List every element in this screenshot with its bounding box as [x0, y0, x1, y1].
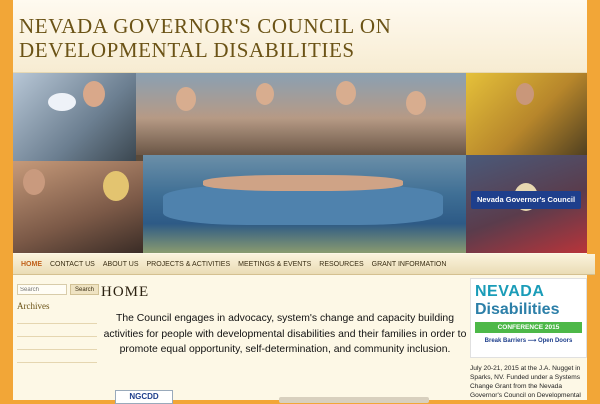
- nav-contact-us[interactable]: CONTACT US: [50, 260, 95, 268]
- nav-home[interactable]: HOME: [21, 260, 42, 268]
- sidebar-divider: [17, 349, 97, 350]
- nav-about-us[interactable]: ABOUT US: [102, 260, 139, 268]
- conference-logo[interactable]: [470, 278, 587, 358]
- nav-resources[interactable]: RESOURCES: [319, 260, 364, 268]
- logo-disabilities: Disabilities: [475, 301, 560, 318]
- logo-nevada: NEVADA: [475, 283, 545, 300]
- council-banner-sign: Nevada Governor's Council: [471, 191, 581, 209]
- nav-meetings-events[interactable]: MEETINGS & EVENTS: [238, 260, 312, 268]
- left-sidebar: [17, 284, 97, 363]
- cutoff-text: [279, 397, 429, 403]
- intro-paragraph: The Council engages in advocacy, system's change and capacity building activities for people with developmental disabilities and their families in order to promote equal opportunity, self-determination, and community inclusion.: [103, 313, 467, 355]
- photo-large-group: [143, 155, 466, 253]
- photo-conference-table: [466, 73, 587, 155]
- page-title: HOME: [101, 284, 150, 300]
- sidebar-divider: [17, 362, 97, 363]
- search-form: [17, 284, 97, 295]
- right-sidebar: [470, 278, 585, 400]
- search-button[interactable]: Search: [70, 284, 99, 295]
- sidebar-divider: [17, 323, 97, 324]
- site-title[interactable]: NEVADA GOVERNOR'S COUNCIL ON DEVELOPMENTAL DISABILITIES: [19, 14, 392, 62]
- photo-audience: [13, 161, 143, 253]
- sidebar-divider: [17, 336, 97, 337]
- page: [13, 0, 587, 400]
- nav-grant-information[interactable]: GRANT INFORMATION: [371, 260, 447, 268]
- logo-tagline: Break Barriers ⟶ Open Doors: [484, 338, 573, 344]
- search-input[interactable]: [17, 284, 67, 295]
- main-navigation: [13, 254, 595, 275]
- ngcdd-logo[interactable]: NGCDD: [115, 390, 173, 404]
- photo-group-portrait: [136, 73, 466, 155]
- logo-conference-banner: CONFERENCE 2015: [475, 322, 582, 333]
- main-content: [101, 284, 469, 401]
- photo-advocates-signs: [13, 73, 136, 161]
- conference-description: July 20-21, 2015 at the J.A. Nugget in Sparks, NV. Funded under a Systems Change Grant from the Nevada Governor's Council on Developmental: [470, 365, 581, 399]
- site-header: [13, 0, 587, 73]
- photo-collage: [13, 73, 587, 253]
- archives-heading: Archives: [17, 301, 50, 311]
- nav-projects-activities[interactable]: PROJECTS & ACTIVITIES: [146, 260, 231, 268]
